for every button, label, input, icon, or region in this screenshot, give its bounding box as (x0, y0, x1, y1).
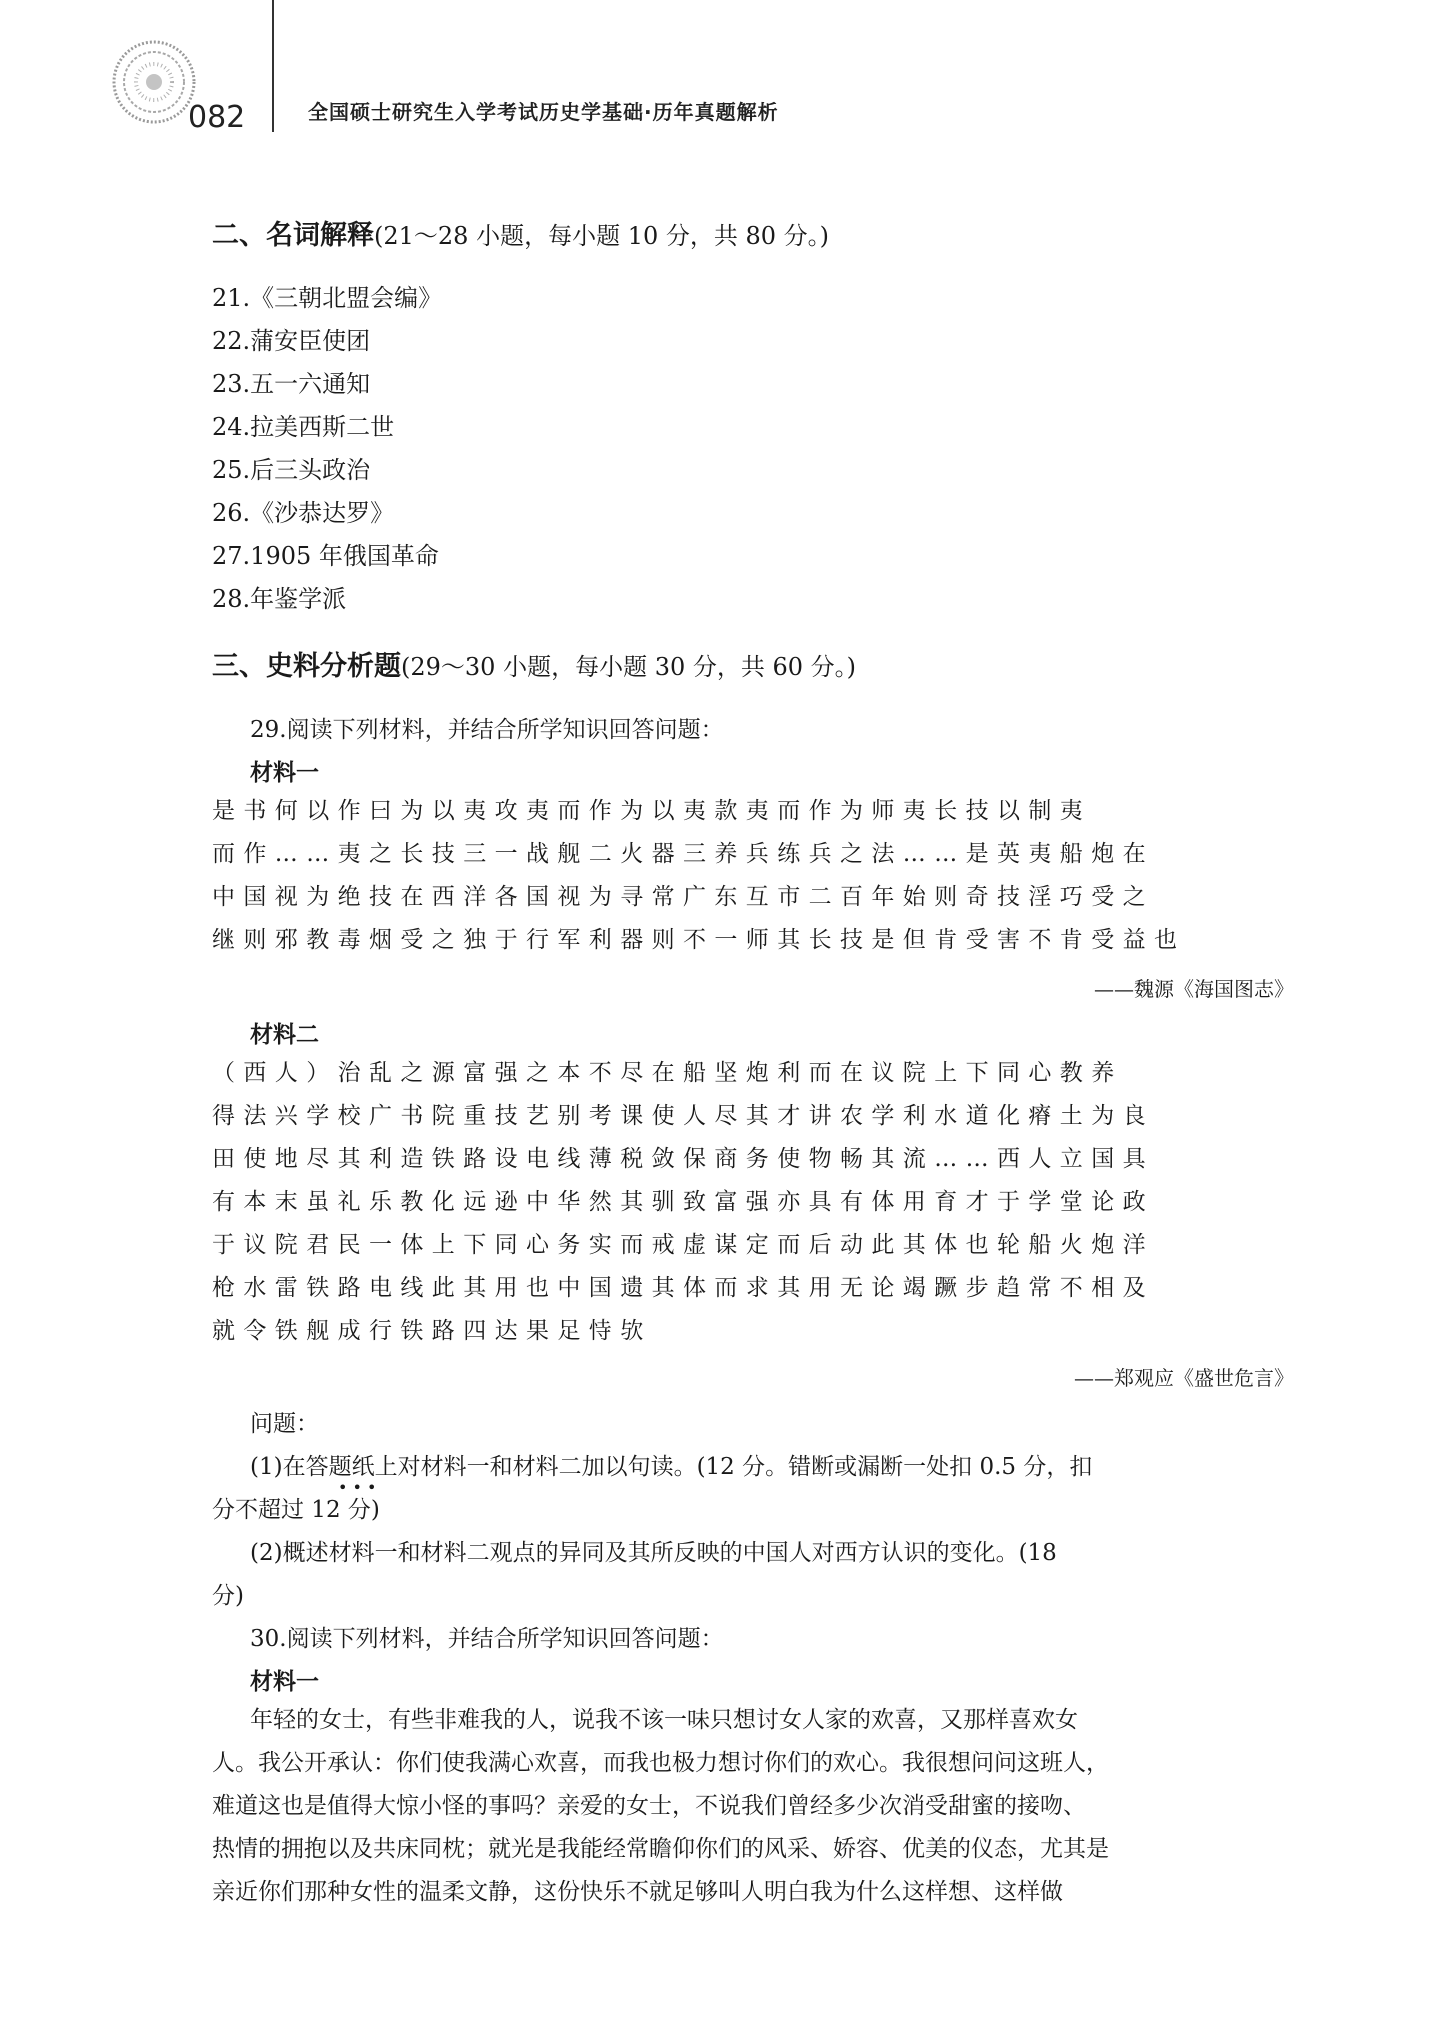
text-line: 有本末虽礼乐教化远逊中华然其驯致富强亦具有体用育才于学堂论政 (212, 1189, 1154, 1215)
section-note: (21～28 小题，每小题 10 分，共 80 分。) (374, 222, 830, 250)
library-stamp-icon (110, 38, 198, 126)
text-line: 得法兴学校广书院重技艺别考课使人尽其才讲农学利水道化瘠土为良 (212, 1103, 1154, 1129)
sub-question: (2)概述材料一和材料二观点的异同及其所反映的中国人对西方认识的变化。(18 (250, 1540, 1057, 1566)
text-line: 枪水雷铁路电线此其用也中国遗其体而求其用无论竭蹶步趋常不相及 (212, 1275, 1154, 1301)
text-line: 难道这也是值得大惊小怪的事吗？亲爱的女士，不说我们曾经多少次消受甜蜜的接吻、 (212, 1793, 1086, 1819)
term-item: 23.五一六通知 (212, 370, 371, 398)
sub-question: 分不超过 12 分) (212, 1497, 380, 1523)
material-text (212, 790, 1294, 962)
section-title: 三、史料分析题 (212, 651, 401, 682)
page-number: 082 (188, 100, 246, 135)
material-text (212, 1699, 1294, 1914)
text-line: （西人）治乱之源富强之本不尽在船坚炮利而在议院上下同心教养 (212, 1060, 1123, 1086)
text-line: 于议院君民一体上下同心务实而戒虚谋定而后动此其体也轮船火炮洋 (212, 1232, 1154, 1258)
term-item: 24.拉美西斯二世 (212, 413, 395, 441)
sub-question: (1)在答题纸上对材料一和材料二加以句读。(12 分。错断或漏断一处扣 0.5 分，扣 (250, 1454, 1093, 1480)
text-line: 热情的拥抱以及共床同枕；就光是我能经常瞻仰你们的风采、娇容、优美的仪态，尤其是 (212, 1836, 1109, 1862)
material-source: ——魏源《海国图志》 (1094, 977, 1294, 1001)
text-line: 继则邪教毒烟受之独于行军利器则不一师其长技是但肯受害不肯受益也 (212, 927, 1186, 953)
section-title: 二、名词解释 (212, 220, 374, 251)
text-line: 亲近你们那种女性的温柔文静，这份快乐不就足够叫人明白我为什么这样想、这样做 (212, 1879, 1063, 1905)
text-line: 中国视为绝技在西洋各国视为寻常广东互市二百年始则奇技淫巧受之 (212, 884, 1154, 910)
term-item: 22.蒲安臣使团 (212, 327, 371, 355)
term-item: 28.年鉴学派 (212, 585, 347, 613)
term-item: 25.后三头政治 (212, 456, 371, 484)
material-label: 材料二 (250, 1022, 319, 1048)
text-line: 就令铁舰成行铁路四达果足恃欤 (212, 1318, 652, 1344)
material-label: 材料一 (250, 1669, 319, 1695)
text-line: 田使地尽其利造铁路设电线薄税敛保商务使物畅其流……西人立国具 (212, 1146, 1154, 1172)
question-stem: 29.阅读下列材料，并结合所学知识回答问题： (250, 717, 724, 743)
header-divider (272, 0, 274, 132)
material-text (212, 1052, 1294, 1353)
emphasis-dots: • • • (338, 1478, 377, 1497)
text-line: 而作……夷之长技三一战舰二火器三养兵练兵之法……是英夷船炮在 (212, 841, 1154, 867)
question-stem: 30.阅读下列材料，并结合所学知识回答问题： (250, 1626, 724, 1652)
text-line: 是书何以作曰为以夷攻夷而作为以夷款夷而作为师夷长技以制夷 (212, 798, 1092, 824)
term-item: 26.《沙恭达罗》 (212, 499, 395, 527)
section-note: (29～30 小题，每小题 30 分，共 60 分。) (401, 653, 857, 681)
material-label: 材料一 (250, 760, 319, 786)
text-line: 年轻的女士，有些非难我的人，说我不该一味只想讨女人家的欢喜，又那样喜欢女 (250, 1707, 1078, 1733)
term-item: 27.1905 年俄国革命 (212, 542, 439, 570)
material-source: ——郑观应《盛世危言》 (1074, 1366, 1294, 1390)
section-heading-sources (212, 644, 856, 683)
question-label: 问题： (250, 1411, 319, 1437)
term-item: 21.《三朝北盟会编》 (212, 284, 443, 312)
running-title: 全国硕士研究生入学考试历史学基础·历年真题解析 (308, 100, 779, 124)
sub-question: 分) (212, 1583, 244, 1609)
section-heading-terms (212, 213, 829, 252)
text-line: 人。我公开承认：你们使我满心欢喜，而我也极力想讨你们的欢心。我很想问问这班人， (212, 1750, 1109, 1776)
